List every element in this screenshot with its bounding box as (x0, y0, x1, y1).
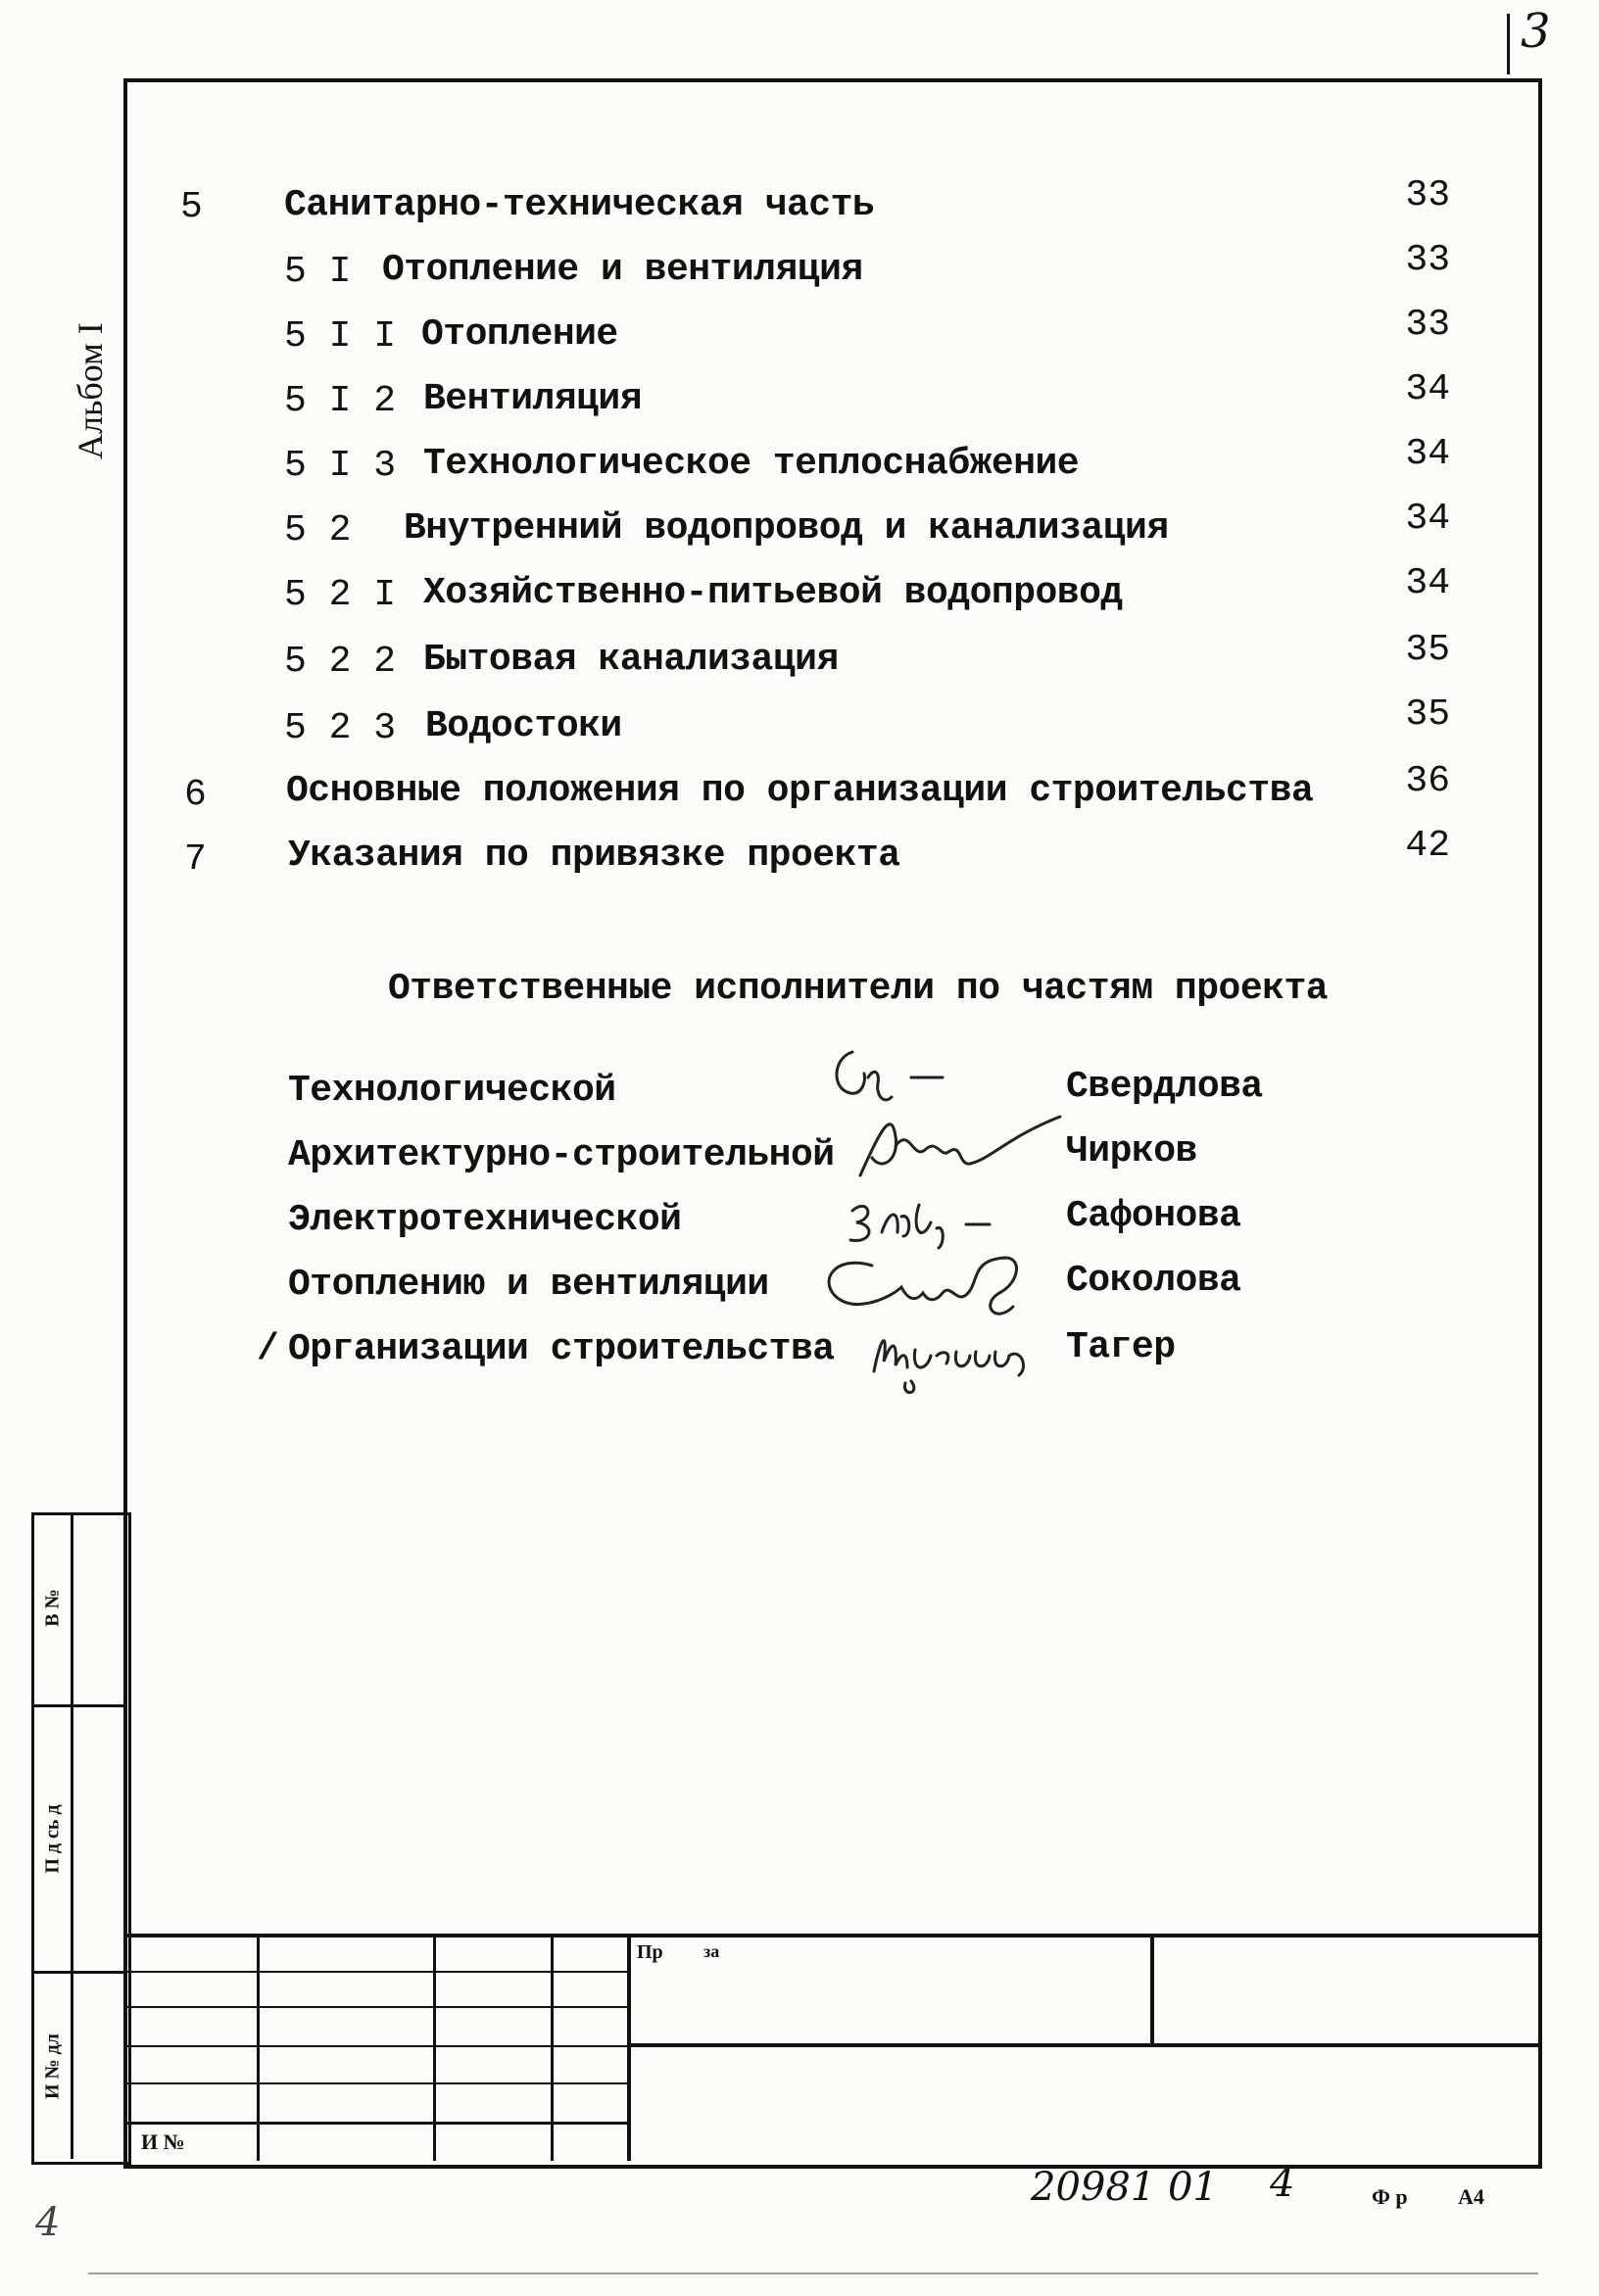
toc-number: 5 (180, 186, 203, 228)
toc-page: 34 (1405, 433, 1450, 475)
toc-title: Указания по привязке проекта (288, 835, 900, 877)
title-block-za-label: за (703, 1941, 720, 1961)
toc-title: Технологическое теплоснабжение (423, 443, 1080, 485)
toc-number: 7 (184, 838, 207, 881)
side-stamp-divider (71, 1512, 73, 2159)
toc-number: 5 I (284, 251, 352, 293)
toc-number: 5 2 3 (284, 707, 397, 749)
title-block-col-rule (551, 1934, 554, 2161)
page-number-divider (1507, 14, 1510, 74)
toc-page: 34 (1405, 498, 1450, 540)
responsible-part: Архитектурно-строительной (288, 1134, 835, 1176)
toc-title: Отопление (421, 313, 618, 356)
toc-title: Водостоки (425, 705, 622, 747)
title-block-row-rule (127, 2006, 629, 2008)
responsible-name: Сафонова (1066, 1195, 1241, 1237)
side-stamp-separator (31, 1971, 125, 1974)
toc-title: Внутренний водопровод и канализация (404, 507, 1169, 550)
title-block-col-rule (1150, 1934, 1154, 2045)
title-block-row-rule (127, 1971, 629, 1973)
footer-format-label: Ф р (1372, 2184, 1408, 2209)
title-block-col-rule (433, 1934, 436, 2161)
footer-corner-mark: 4 (35, 2200, 61, 2245)
title-block-row-rule (127, 2045, 629, 2047)
toc-page: 35 (1405, 629, 1450, 671)
toc-page: 35 (1405, 694, 1450, 736)
toc-page: 36 (1405, 760, 1450, 802)
responsible-part: Организации строительства (288, 1328, 835, 1370)
toc-title: Санитарно-техническая часть (284, 184, 875, 226)
title-block-inv-label: И № (141, 2129, 185, 2154)
toc-page: 34 (1405, 368, 1450, 410)
footer-doc-number: 20981 01 (1031, 2165, 1218, 2210)
signature-sverdlova (823, 1038, 960, 1117)
page-number: 3 (1521, 4, 1551, 59)
toc-page: 34 (1405, 562, 1450, 604)
responsible-name: Тагер (1066, 1326, 1176, 1368)
title-block-col-rule (627, 1934, 631, 2161)
toc-title: Основные положения по организации строительства (286, 770, 1314, 812)
toc-number: 5 2 2 (284, 641, 397, 683)
toc-page: 33 (1405, 174, 1450, 216)
side-stamp-label-top: В № (41, 1589, 64, 1627)
side-stamp-label-mid: П д сь д (41, 1804, 64, 1874)
title-block-row-rule (127, 2122, 629, 2125)
responsible-heading: Ответственные исполнители по частям проекта (388, 968, 1329, 1010)
title-block-col-rule (257, 1934, 260, 2161)
toc-title: Отопление и вентиляция (382, 249, 863, 291)
toc-number: 6 (184, 774, 207, 816)
toc-number: 5 I I (284, 315, 397, 358)
footer-format-value: А4 (1458, 2184, 1484, 2209)
title-block-row-rule (127, 2082, 629, 2084)
responsible-part: Отоплению и вентиляции (288, 1264, 769, 1306)
signature-chirkov (852, 1107, 1068, 1195)
title-block-top-rule (127, 1934, 1538, 1937)
responsible-name: Соколова (1066, 1260, 1241, 1302)
title-block-pr-label: Пр (637, 1941, 663, 1963)
toc-number: 5 I 3 (284, 445, 397, 487)
responsible-part: Технологической (288, 1070, 616, 1112)
toc-page: 42 (1405, 825, 1450, 867)
toc-title: Бытовая канализация (423, 639, 839, 681)
responsible-part: Электротехнической (288, 1199, 682, 1241)
signature-tager (862, 1313, 1048, 1401)
toc-page: 33 (1405, 239, 1450, 281)
responsible-slash: / (257, 1328, 279, 1370)
footer-sheet: 4 (1270, 2161, 1295, 2206)
toc-number: 5 2 (284, 509, 352, 551)
toc-page: 33 (1405, 304, 1450, 346)
title-block-mid-rule (627, 2043, 1538, 2047)
responsible-name: Свердлова (1066, 1066, 1263, 1108)
toc-title: Хозяйственно-питьевой водопровод (423, 572, 1123, 614)
side-stamp-separator (31, 1704, 125, 1707)
toc-title: Вентиляция (423, 378, 643, 420)
side-stamp-label-bottom: И № дл (41, 2033, 64, 2099)
toc-number: 5 2 I (284, 574, 397, 616)
toc-number: 5 I 2 (284, 380, 397, 422)
footer-rule (88, 2272, 1538, 2274)
responsible-name: Чирков (1066, 1130, 1197, 1172)
album-label: Альбом I (71, 322, 110, 459)
